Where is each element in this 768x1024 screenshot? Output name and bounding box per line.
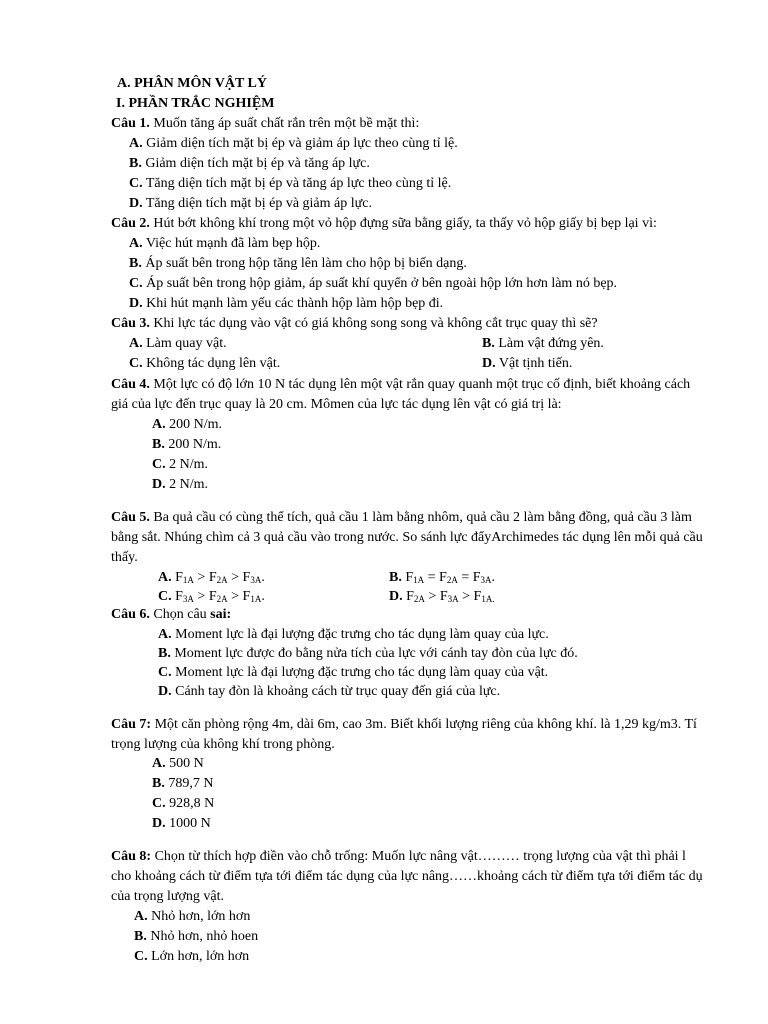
option-text: Giảm diện tích mặt bị ép và giảm áp lực theo cùng tỉ lệ. <box>142 136 458 151</box>
option-key: A. <box>134 909 148 924</box>
option-text: 789,7 N <box>164 776 214 791</box>
question-8 <box>111 847 686 867</box>
option-key: C. <box>152 796 166 811</box>
question-4-option-a <box>152 415 222 435</box>
option-text: Áp suất bên trong hộp giảm, áp suất khí quyển ở bên ngoài hộp lớn hơn làm nó bẹp. <box>142 276 618 291</box>
question-1 <box>111 114 419 134</box>
option-key: C. <box>129 356 143 371</box>
question-3-option-b <box>482 334 604 354</box>
question-7-option-a <box>152 754 204 774</box>
question-1-option-d <box>129 194 372 214</box>
question-8-option-a <box>134 907 250 927</box>
option-text: 2 N/m. <box>165 477 209 492</box>
question-5-line-3 <box>111 548 138 568</box>
question-2-option-a <box>129 234 320 254</box>
question-4-option-c <box>152 455 208 475</box>
question-8-option-b <box>134 927 258 947</box>
question-text: Một căn phòng rộng 4m, dài 6m, cao 3m. Biết khối lượng riêng của không khí. là 1,29 kg/m3. Tí <box>151 717 697 732</box>
question-text: giá của lực đến trục quay là 20 cm. Mômen của lực tác dụng lên vật có giá trị là: <box>111 397 562 412</box>
option-key: C. <box>152 457 166 472</box>
question-3-option-d <box>482 354 572 374</box>
option-text: 500 N <box>165 756 204 771</box>
option-key: D. <box>482 356 496 371</box>
question-text: trọng lượng của không khí trong phòng. <box>111 737 335 752</box>
option-key: D. <box>129 196 143 211</box>
option-key: B. <box>129 156 142 171</box>
option-text: Moment lực là đại lượng đặc trưng cho tác dụng làm quay của lực. <box>171 627 549 642</box>
question-1-option-b <box>129 154 370 174</box>
question-text: Một lực có độ lớn 10 N tác dụng lên một vật rắn quay quanh một trục cố định, biết khoảng cách <box>149 377 691 392</box>
question-text: Hút bớt không khí trong một vỏ hộp đựng sữa bằng giấy, ta thấy vỏ hộp giấy bị bẹp lại vì: <box>149 216 657 231</box>
option-text: Áp suất bên trong hộp tăng lên làm cho hộp bị biến dạng. <box>141 256 467 271</box>
question-label: Câu 2. <box>111 216 150 231</box>
option-text: 200 N/m. <box>164 437 222 452</box>
question-text: cho khoảng cách từ điểm tựa tới điểm tác dụng của lực nâng……khoảng cách từ điểm tựa tới điểm tác dụ <box>111 869 703 884</box>
question-7-option-c <box>152 794 214 814</box>
option-text: Làm quay vật. <box>142 336 227 351</box>
option-key: A. <box>152 756 166 771</box>
option-text: Vật tịnh tiến. <box>495 356 573 371</box>
option-key: B. <box>389 570 402 585</box>
option-text: Làm vật đứng yên. <box>494 336 604 351</box>
question-7 <box>111 715 697 735</box>
option-text: Moment lực là đại lượng đặc trưng cho tác dụng làm quay của vật. <box>171 665 549 680</box>
question-4 <box>111 375 690 395</box>
option-key: C. <box>158 665 172 680</box>
question-3-option-a <box>129 334 227 354</box>
option-key: A. <box>158 627 172 642</box>
question-1-option-a <box>129 134 458 154</box>
option-key: D. <box>152 477 166 492</box>
question-5-line-2 <box>111 528 703 548</box>
option-key: A. <box>158 570 172 585</box>
option-text: Tăng diện tích mặt bị ép và giảm áp lực. <box>142 196 372 211</box>
option-text: Khi hút mạnh làm yếu các thành hộp làm hộp bẹp đi. <box>142 296 444 311</box>
option-key: B. <box>152 437 165 452</box>
question-text: thấy. <box>111 550 138 565</box>
option-text: Nhỏ hơn, nhỏ hoen <box>146 929 259 944</box>
option-key: D. <box>158 684 172 699</box>
question-2-option-b <box>129 254 467 274</box>
question-text: Muốn tăng áp suất chất rắn trên một bề mặt thì: <box>149 116 420 131</box>
question-5-option-d: D. $F_{2A} > F_{3A} > F_{1A.}$ <box>389 589 495 604</box>
option-key: B. <box>482 336 495 351</box>
question-label: Câu 6. <box>111 607 150 622</box>
question-7-option-d <box>152 814 211 834</box>
question-label: Câu 4. <box>111 377 150 392</box>
option-key: A. <box>129 336 143 351</box>
section-a-text: A. PHÂN MÔN VẬT LÝ <box>117 76 267 91</box>
question-5-option-a: A. $F_{1A} > F_{2A} > F_{3A}$. <box>158 570 265 585</box>
option-key: B. <box>129 256 142 271</box>
question-label: Câu 7: <box>111 717 152 732</box>
question-8-line-2 <box>111 867 703 887</box>
option-text: 928,8 N <box>165 796 215 811</box>
option-key: C. <box>158 589 172 604</box>
option-text: Tăng diện tích mặt bị ép và tăng áp lực theo cùng tỉ lệ. <box>142 176 452 191</box>
question-6-option-b <box>158 644 578 664</box>
question-4-option-d <box>152 475 208 495</box>
option-text: Moment lực được đo bằng nửa tích của lực với cánh tay đòn của lực đó. <box>170 646 578 661</box>
option-text: Lớn hơn, lớn hơn <box>147 949 250 964</box>
question-3 <box>111 314 598 334</box>
option-key: C. <box>129 276 143 291</box>
section-i-text: I. PHẦN TRẮC NGHIỆM <box>116 96 275 111</box>
question-5-option-c: C. $F_{3A} > F_{2A} > F_{1A}$. <box>158 589 265 604</box>
option-key: B. <box>152 776 165 791</box>
question-label: Câu 8: <box>111 849 152 864</box>
question-4-line-2 <box>111 395 562 415</box>
question-label: Câu 3. <box>111 316 150 331</box>
question-5 <box>111 508 692 528</box>
option-text: Giảm diện tích mặt bị ép và tăng áp lực. <box>141 156 370 171</box>
question-1-option-c <box>129 174 451 194</box>
option-key: C. <box>129 176 143 191</box>
option-key: A. <box>129 236 143 251</box>
question-6-option-d <box>158 682 500 702</box>
option-key: D. <box>129 296 143 311</box>
section-heading-i <box>116 94 274 114</box>
option-key: A. <box>129 136 143 151</box>
question-2-option-d <box>129 294 443 314</box>
option-key: B. <box>134 929 147 944</box>
option-key: B. <box>158 646 171 661</box>
option-key: D. <box>152 816 166 831</box>
question-7-line-2 <box>111 735 335 755</box>
question-label: Câu 1. <box>111 116 150 131</box>
question-text: Ba quả cầu có cùng thể tích, quả cầu 1 làm bằng nhôm, quả cầu 2 làm bằng đồng, quả cầu 3 làm <box>149 510 692 525</box>
option-text: 200 N/m. <box>165 417 223 432</box>
question-2 <box>111 214 657 234</box>
question-text: của trọng lượng vật. <box>111 889 224 904</box>
option-text: Việc hút mạnh đã làm bẹp hộp. <box>142 236 321 251</box>
section-heading-a <box>117 74 267 94</box>
question-label: Câu 5. <box>111 510 150 525</box>
question-6 <box>111 605 231 625</box>
option-text: Nhỏ hơn, lớn hơn <box>147 909 251 924</box>
question-3-option-c <box>129 354 280 374</box>
option-text: Không tác dụng lên vật. <box>142 356 281 371</box>
question-6-option-a <box>158 625 549 645</box>
question-text: Chọn câu <box>149 607 211 622</box>
question-5-option-b: B. $F_{1A} = F_{2A} = F_{3A}$. <box>389 570 496 585</box>
question-2-option-c <box>129 274 617 294</box>
question-text: Khi lực tác dụng vào vật có giá không song song và không cắt trục quay thì sẽ? <box>149 316 598 331</box>
option-text: 1000 N <box>165 816 211 831</box>
question-4-option-b <box>152 435 221 455</box>
question-8-line-3 <box>111 887 224 907</box>
question-7-option-b <box>152 774 213 794</box>
option-text: Cánh tay đòn là khoảng cách từ trục quay đến giá của lực. <box>171 684 501 699</box>
option-text: 2 N/m. <box>165 457 209 472</box>
question-6-option-c <box>158 663 548 683</box>
option-key: D. <box>389 589 403 604</box>
option-key: C. <box>134 949 148 964</box>
question-text: Chọn từ thích hợp điền vào chỗ trống: Muốn lực nâng vật……… trọng lượng của vật thì phải l <box>151 849 686 864</box>
question-emphasis: sai: <box>210 607 232 622</box>
question-text: bằng sắt. Nhúng chìm cả 3 quả cầu vào trong nước. So sánh lực đẩyArchimedes tác dụng lên mỗi quả cầu <box>111 530 703 545</box>
question-8-option-c <box>134 947 249 967</box>
option-key: A. <box>152 417 166 432</box>
